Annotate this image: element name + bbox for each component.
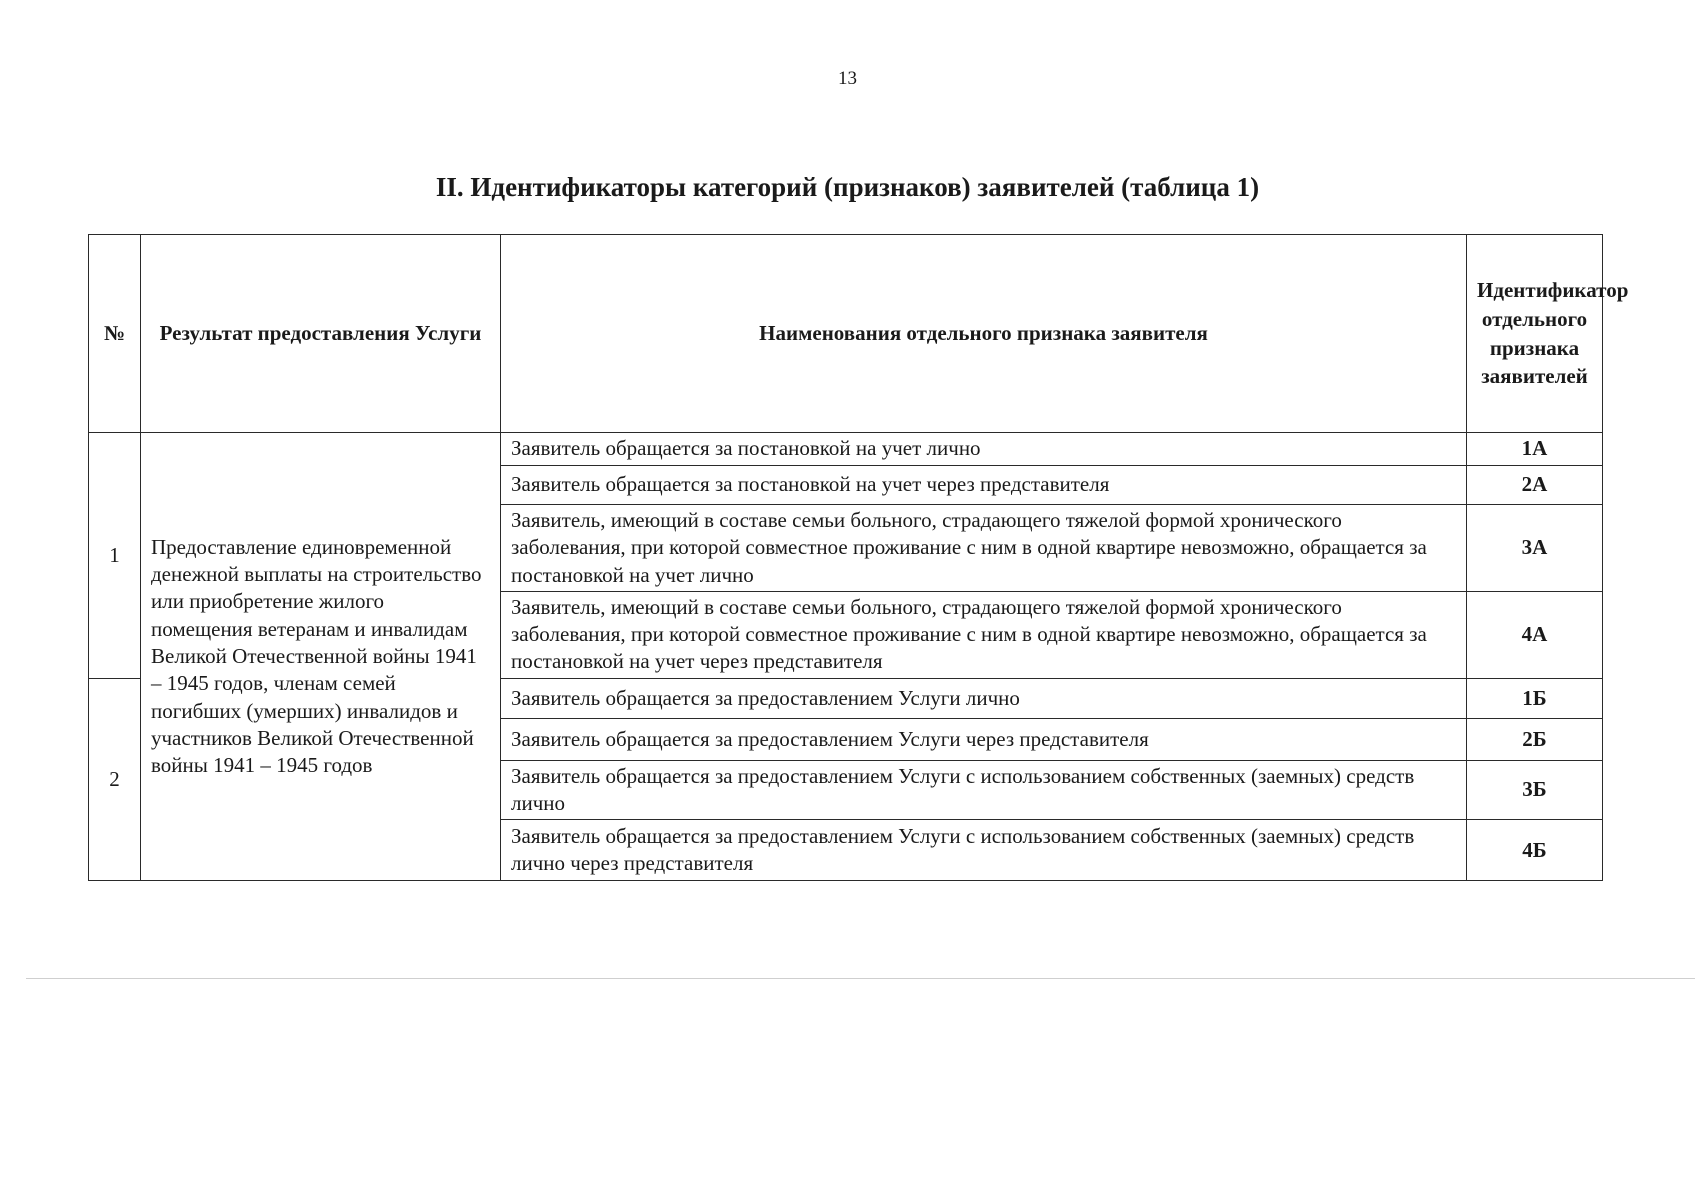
header-feature-name: Наименования отдельного признака заявителя: [501, 235, 1467, 433]
identifier-code-cell: 4Б: [1467, 820, 1603, 881]
identifier-code-cell: 3А: [1467, 505, 1603, 592]
feature-label-cell: Заявитель обращается за предоставлением Услуги с использованием собственных (заемных) средств лично через представителя: [501, 820, 1467, 881]
feature-label-cell: Заявитель обращается за постановкой на учет через представителя: [501, 466, 1467, 505]
feature-label-cell: Заявитель обращается за предоставлением Услуги с использованием собственных (заемных) средств лично: [501, 760, 1467, 820]
result-cell: Предоставление единовременной денежной выплаты на строительство или приобретение жилого помещения ветеранам и инвалидам Великой Отечественной войны 1941 – 1945 годов, членам семей погибших (умерших) инвалидов и участников Великой Отечественной войны 1941 – 1945 годов: [141, 433, 501, 881]
page-divider: [26, 978, 1695, 979]
table-header-row: [89, 235, 1603, 433]
header-result: Результат предоставления Услуги: [141, 235, 501, 433]
applicant-categories-table-container: [88, 234, 1629, 876]
identifier-code-cell: 1Б: [1467, 678, 1603, 718]
identifier-code-cell: 2Б: [1467, 718, 1603, 760]
feature-label-cell: Заявитель обращается за постановкой на учет лично: [501, 433, 1467, 466]
feature-label-cell: Заявитель, имеющий в составе семьи больного, страдающего тяжелой формой хронического заболевания, при которой совместное проживание с ним в одной квартире невозможно, обращается за постановкой на учет через представителя: [501, 591, 1467, 678]
document-title: II. Идентификаторы категорий (признаков) заявителей (таблица 1): [435, 172, 1260, 202]
feature-label-cell: Заявитель, имеющий в составе семьи больного, страдающего тяжелой формой хронического заболевания, при которой совместное проживание с ним в одной квартире невозможно, обращается за постановкой на учет лично: [501, 505, 1467, 592]
applicant-categories-table: [88, 234, 1629, 881]
header-number: №: [89, 235, 141, 433]
identifier-code-cell: 4А: [1467, 591, 1603, 678]
table-row: [89, 433, 1603, 466]
identifier-code-cell: 1А: [1467, 433, 1603, 466]
feature-label-cell: Заявитель обращается за предоставлением Услуги лично: [501, 678, 1467, 718]
identifier-code-cell: 3Б: [1467, 760, 1603, 820]
group-number-cell: 2: [89, 678, 141, 881]
header-identifier: Идентификатор отдельного признака заявителей: [1467, 235, 1603, 433]
page-number: 13: [838, 68, 857, 89]
group-number-cell: 1: [89, 433, 141, 679]
feature-label-cell: Заявитель обращается за предоставлением Услуги через представителя: [501, 718, 1467, 760]
identifier-code-cell: 2А: [1467, 466, 1603, 505]
